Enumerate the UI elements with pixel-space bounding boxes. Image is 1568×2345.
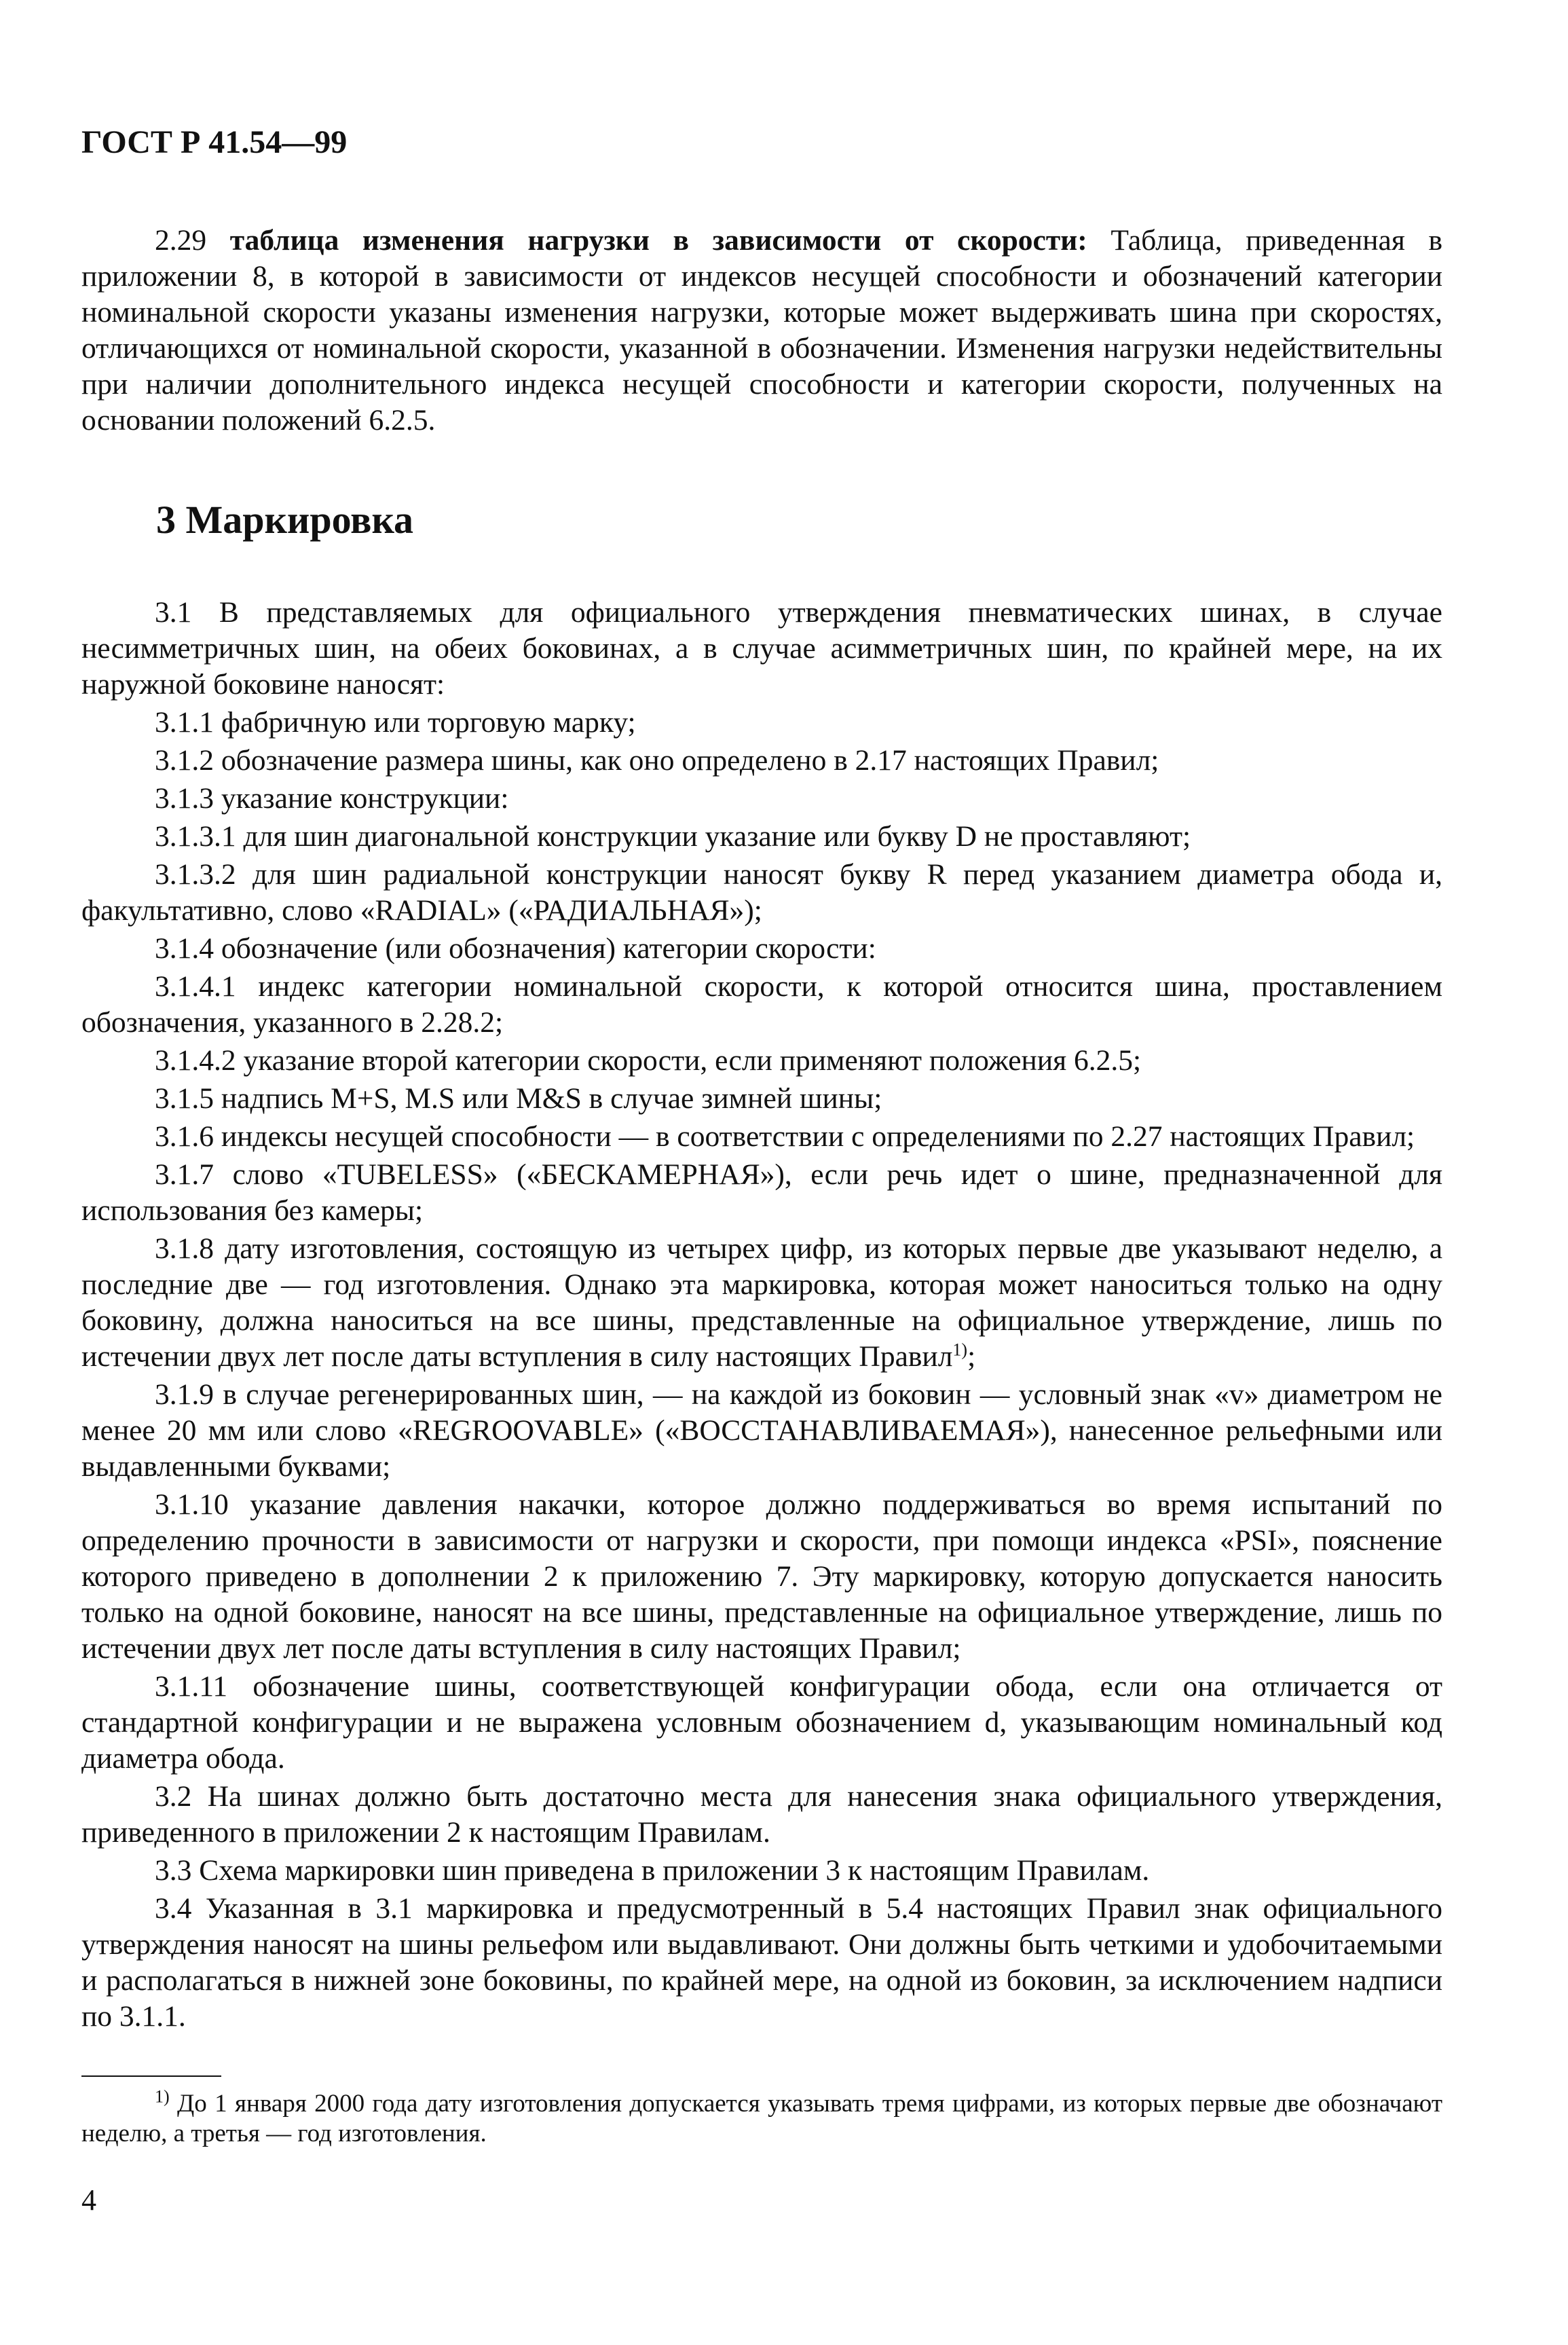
paragraph-3-1-4: 3.1.4 обозначение (или обозначения) категории скорости:: [155, 932, 876, 965]
paragraph-3-1-2: 3.1.2 обозначение размера шины, как оно определено в 2.17 настоящих Правил;: [155, 744, 1159, 777]
document-page: [81, 122, 1442, 2218]
paragraph-3-4: 3.4 Указанная в 3.1 маркировка и предусмотренный в 5.4 настоящих Правил знак официального утверждения наносят на шины рельефом или выдавливают. Они должны быть четкими и удобочитаемыми и располагаться в нижней зоне боковины, по крайней мере, на одной из боковин, за исключением надписи по 3.1.1.: [81, 1892, 1442, 2033]
paragraph-3-1-4-2: 3.1.4.2 указание второй категории скорости, если применяют положения 6.2.5;: [155, 1044, 1142, 1077]
paragraph-3-3: 3.3 Схема маркировки шин приведена в приложении 3 к настоящим Правилам.: [155, 1854, 1150, 1887]
paragraph-3-1-3-1: 3.1.3.1 для шин диагональной конструкции указание или букву D не проставляют;: [155, 820, 1191, 853]
definition-term: таблица изменения нагрузки в зависимости от скорости:: [229, 224, 1087, 257]
footnote-marker: 1): [155, 2086, 170, 2107]
paragraph-3-1-11: 3.1.11 обозначение шины, соответствующей конфигурации обода, если она отличается от стандартной конфигурации и не выражена условным обозначением d, указывающим номинальный код диаметра обода.: [81, 1670, 1442, 1775]
footnote-text: До 1 января 2000 года дату изготовления допускается указывать тремя цифрами, из которых первые две обозначают неделю, а третья — год изготовления.: [81, 2090, 1442, 2147]
paragraph-3-1-10: 3.1.10 указание давления накачки, которое должно поддерживаться во время испытаний по определению прочности в зависимости от нагрузки и скорости, при помощи индекса «PSI», пояснение которого приведено в дополнении 2 к приложению 7. Эту маркировку, которую допускается наносить только на одной боковине, наносят на все шины, представленные на официальное утверждение, лишь по истечении двух лет после даты вступления в силу настоящих Правил;: [81, 1488, 1442, 1665]
paragraph-3-1-3: 3.1.3 указание конструкции:: [155, 782, 509, 815]
document-code-header: ГОСТ Р 41.54—99: [81, 124, 348, 160]
paragraph-3-1-8-text: 3.1.8 дату изготовления, состоящую из четырех цифр, из которых первые две указывают неделю, а последние две — год изготовления. Однако эта маркировка, которая может наноситься только на одну боковину, должна наноситься на все шины, представленные на официальное утверждение, лишь по истечении двух лет после даты вступления в силу настоящих Правил: [81, 1232, 1442, 1373]
paragraph-3-1-9: 3.1.9 в случае регенерированных шин, — на каждой из боковин — условный знак «v» диаметром не менее 20 мм или слово «REGROOVABLE» («ВОССТАНАВЛИВАЕМАЯ»), нанесенное рельефными или выдавленными буквами;: [81, 1378, 1442, 1483]
section-title: 3 Маркировка: [156, 498, 414, 542]
paragraph-3-1-8: [81, 1231, 1442, 1375]
paragraph-3-1-6: 3.1.6 индексы несущей способности — в соответствии с определениями по 2.27 настоящих Правил;: [155, 1120, 1415, 1153]
definition-2-29: [81, 223, 1442, 439]
paragraph-3-2: 3.2 На шинах должно быть достаточно места для нанесения знака официального утверждения, приведенного в приложении 2 к настоящим Правилам.: [81, 1780, 1442, 1849]
paragraph-3-1-4-1: 3.1.4.1 индекс категории номинальной скорости, к которой относится шина, проставлением обозначения, указанного в 2.28.2;: [81, 970, 1442, 1039]
definition-text: Таблица, приведенная в приложении 8, в которой в зависимости от индексов несущей способности и обозначений категории номинальной скорости указаны изменения нагрузки, которые может выдерживать шина при скоростях, отличающихся от номинальной скорости, указанной в обозначении. Изменения нагрузки недействительны при наличии дополнительного индекса несущей способности и категории скорости, полученных на основании положений 6.2.5.: [81, 224, 1442, 437]
footnote-divider: [81, 2075, 221, 2077]
paragraph-3-1-1: 3.1.1 фабричную или торговую марку;: [155, 706, 636, 739]
footnote-reference[interactable]: 1): [952, 1340, 968, 1360]
page-number: 4: [81, 2183, 96, 2217]
paragraph-3-1-7: 3.1.7 слово «TUBELESS» («БЕСКАМЕРНАЯ»), если речь идет о шине, предназначенной для использования без камеры;: [81, 1158, 1442, 1227]
paragraph-3-1-8-tail: ;: [967, 1340, 976, 1373]
footnote: [81, 2086, 1442, 2149]
paragraph-3-1: 3.1 В представляемых для официального утверждения пневматических шинах, в случае несимметричных шин, на обеих боковинах, а в случае асимметричных шин, по крайней мере, на их наружной боковине наносят:: [81, 596, 1442, 701]
definition-number: 2.29: [155, 224, 230, 257]
paragraph-3-1-5: 3.1.5 надпись M+S, M.S или M&S в случае зимней шины;: [155, 1082, 882, 1115]
paragraph-3-1-3-2: 3.1.3.2 для шин радиальной конструкции наносят букву R перед указанием диаметра обода и, факультативно, слово «RADIAL» («РАДИАЛЬНАЯ»);: [81, 858, 1442, 927]
